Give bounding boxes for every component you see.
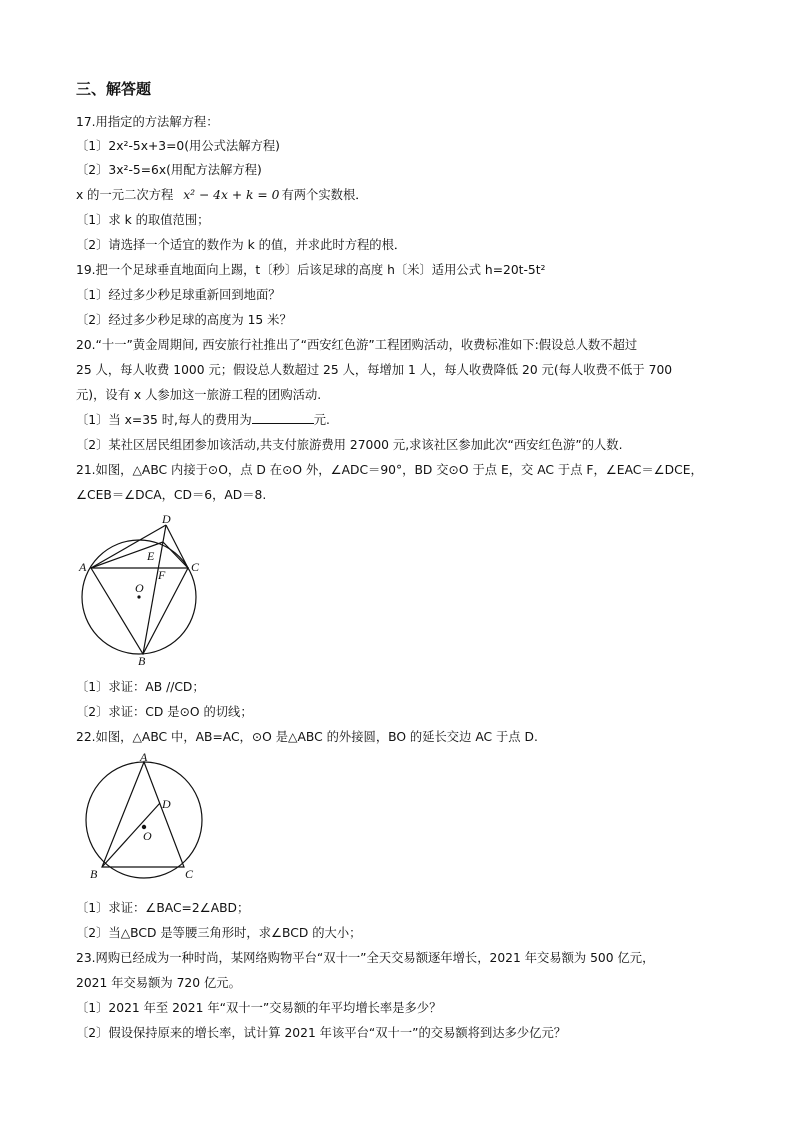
q21-line2: ∠CEB＝∠DCA，CD＝6，AD＝8. bbox=[76, 488, 267, 502]
q20-line2: 25 人，每人收费 1000 元；假设总人数超过 25 人，每增加 1 人，每人收费降低 20 元(每人收费不低于 700 bbox=[76, 363, 673, 377]
label-d: D bbox=[162, 512, 171, 526]
label-a: A bbox=[79, 560, 87, 574]
label-c: C bbox=[191, 560, 200, 574]
q20-part1-suffix: 元. bbox=[313, 413, 330, 427]
q19-stem: 19.把一个足球垂直地面向上踢，t〔秒〕后该足球的高度 h〔米〕适用公式 h=20t-5t² bbox=[76, 263, 546, 277]
q22-part2: 〔2〕当△BCD 是等腰三角形时，求∠BCD 的大小； bbox=[76, 926, 362, 940]
label-d: D bbox=[162, 797, 171, 811]
center-point-o bbox=[137, 595, 140, 598]
q21-part2: 〔2〕求证：CD 是⊙O 的切线； bbox=[76, 705, 253, 719]
label-o: O bbox=[135, 581, 144, 595]
segment-dc bbox=[166, 525, 188, 568]
q17-stem: 17.用指定的方法解方程： bbox=[76, 115, 219, 129]
segment-db bbox=[143, 525, 166, 654]
q22-stem: 22.如图，△ABC 中，AB=AC，⊙O 是△ABC 的外接圆，BO 的延长交边 AC 于点 D. bbox=[76, 730, 538, 744]
q21-line1: 21.如图，△ABC 内接于⊙O，点 D 在⊙O 外，∠ADC＝90°，BD 交⊙O 于点 E，交 AC 于点 F，∠EAC＝∠DCE， bbox=[76, 463, 703, 477]
q20-line3: 元)，设有 x 人参加这一旅游工程的团购活动. bbox=[76, 388, 322, 402]
q23-line2: 2021 年交易额为 720 亿元。 bbox=[76, 976, 241, 990]
q19-part2: 〔2〕经过多少秒足球的高度为 15 米？ bbox=[76, 313, 292, 327]
q20-part2: 〔2〕某社区居民组团参加该活动,共支付旅游费用 27000 元,求该社区参加此次“西安红色游”的人数. bbox=[76, 438, 623, 452]
q17-part2: 〔2〕3x²-5=6x(用配方法解方程) bbox=[76, 163, 262, 177]
label-o: O bbox=[143, 829, 152, 843]
label-b: B bbox=[138, 654, 146, 668]
q20-part1-prefix: 〔1〕当 x=35 时,每人的费用为 bbox=[76, 413, 252, 427]
q21-part1: 〔1〕求证：AB //CD； bbox=[76, 680, 205, 694]
q21-figure bbox=[76, 512, 206, 672]
q22-part1: 〔1〕求证：∠BAC=2∠ABD； bbox=[76, 901, 250, 915]
q18-stem-suffix: 有两个实数根． bbox=[281, 188, 368, 202]
q19-part1: 〔1〕经过多少秒足球重新回到地面？ bbox=[76, 288, 281, 302]
q20-part1 bbox=[76, 412, 330, 428]
triangle-abc bbox=[102, 762, 184, 867]
segment-ad bbox=[91, 525, 166, 568]
q20-line1: 20.“十一”黄金周期间, 西安旅行社推出了“西安红色游”工程团购活动，收费标准如下:假设总人数不超过 bbox=[76, 338, 638, 352]
q18-equation: x² − 4x + k = 0 bbox=[183, 188, 280, 202]
q22-figure bbox=[76, 750, 206, 885]
q18-stem bbox=[76, 187, 368, 203]
q18-stem-prefix: x 的一元二次方程 bbox=[76, 188, 174, 202]
label-c: C bbox=[185, 867, 194, 881]
label-a: A bbox=[140, 750, 148, 764]
q23-part1: 〔1〕2021 年至 2021 年“双十一”交易额的年平均增长率是多少？ bbox=[76, 1001, 442, 1015]
q17-part1: 〔1〕2x²-5x+3=0(用公式法解方程) bbox=[76, 139, 280, 153]
label-b: B bbox=[90, 867, 98, 881]
q18-part2: 〔2〕请选择一个适宜的数作为 k 的值，并求此时方程的根． bbox=[76, 238, 407, 252]
answer-blank bbox=[252, 412, 314, 424]
segment-ec bbox=[163, 542, 188, 568]
q18-part1: 〔1〕求 k 的取值范围； bbox=[76, 213, 210, 227]
label-e: E bbox=[147, 549, 155, 563]
q23-line1: 23.网购已经成为一种时尚，某网络购物平台“双十一”全天交易额逐年增长，2021 年交易额为 500 亿元， bbox=[76, 951, 655, 965]
section-title: 三、解答题 bbox=[76, 80, 152, 98]
label-f: F bbox=[158, 568, 166, 582]
q23-part2: 〔2〕假设保持原来的增长率，试计算 2021 年该平台“双十一”的交易额将到达多少亿元？ bbox=[76, 1026, 567, 1040]
